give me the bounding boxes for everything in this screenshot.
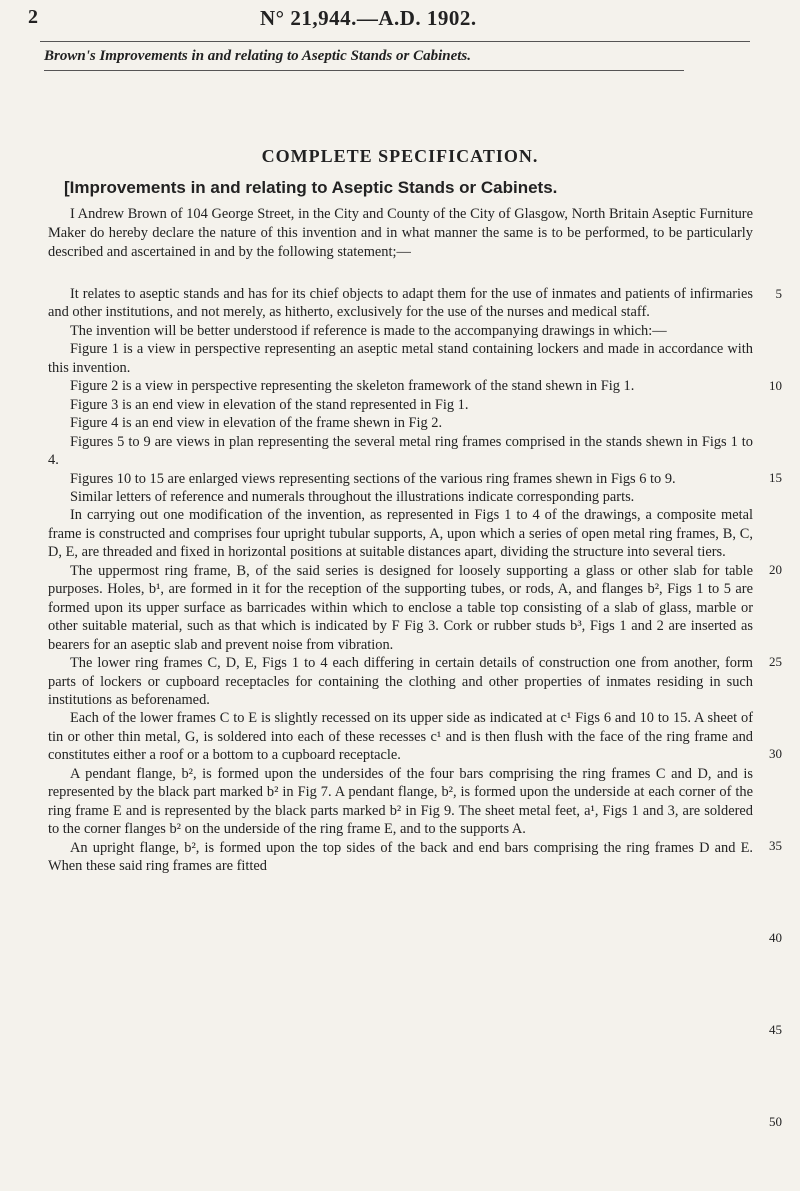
line-number: 5 xyxy=(775,286,782,301)
line-number: 30 xyxy=(769,746,782,761)
header-rule xyxy=(40,41,750,42)
line-number: 35 xyxy=(769,838,782,853)
line-number: 25 xyxy=(769,654,782,669)
paragraph: An upright flange, b², is formed upon the top sides of the back and end bars comprising the ring frames D and E. When these said ring frames are fitted xyxy=(48,839,753,875)
line-number: 20 xyxy=(769,562,782,577)
line-number: 40 xyxy=(769,930,782,945)
line-number: 45 xyxy=(769,1022,782,1037)
paragraph: Figure 1 is a view in perspective representing an aseptic metal stand containing lockers and made in accordance with this invention. xyxy=(48,341,753,376)
line-number: 50 xyxy=(769,1114,782,1129)
line-number: 10 xyxy=(769,378,782,393)
paragraph: Figures 10 to 15 are enlarged views representing sections of the various ring frames shewn in Figs 6 to 9. xyxy=(70,470,676,487)
paragraph: It relates to aseptic stands and has for its chief objects to adapt them for the use of inmates and patients of infirmaries and other institutions, and not merely, as hitherto, exclusively for the use of the nurses and medical staff. xyxy=(48,286,753,321)
paragraph: Figure 2 is a view in perspective representing the skeleton framework of the stand shewn in Fig 1. xyxy=(70,378,635,395)
page-number: 2 xyxy=(28,6,38,28)
paragraph: In carrying out one modification of the invention, as represented in Figs 1 to 4 of the drawings, a composite metal frame is constructed and comprises four upright tubular supports, A, upon which a series of open metal ring frames, B, C, D, E, are threaded and fixed in horizontal positions at suitable distances apart, dividing the structure into several tiers. xyxy=(48,507,753,561)
running-title: Brown's Improvements in and relating to Aseptic Stands or Cabinets. xyxy=(44,48,472,64)
patent-number: N° 21,944.—A.D. 1902. xyxy=(260,6,477,30)
paragraph: Figure 4 is an end view in elevation of the frame shewn in Fig 2. xyxy=(70,415,443,432)
intro-paragraph xyxy=(48,205,753,262)
paragraph: The lower ring frames C, D, E, Figs 1 to 4 each differing in certain details of construction one from another, form parts of lockers or cupboard receptacles for containing the clothing and other properties of inmates residing in such institutions as beforenamed. xyxy=(48,655,753,708)
paragraph: Each of the lower frames C to E is slightly recessed on its upper side as indicated at c¹ Figs 6 and 10 to 15. A sheet of tin or other thin metal, G, is soldered into each of these recesses c¹ and is then flush with the face of the ring frame and constitutes either a roof or a bottom to a cupboard receptacle. xyxy=(48,710,753,764)
paragraph: A pendant flange, b², is formed upon the undersides of the four bars comprising the ring frames C and D, and is represented by the black part marked b² in Fig 7. A pendant flange, b², is formed upon the underside at each corner of the ring frame E and is represented by the black parts marked b² in Fig 9. The sheet metal feet, a¹, Figs 1 and 3, are soldered to the corner flanges b² on the underside of the ring frame E, and to the supports A. xyxy=(48,765,753,838)
intro-text: I Andrew Brown of 104 George Street, in the City and County of the City of Glasgow, North Britain Aseptic Furniture Maker do hereby declare the nature of this invention and in what manner the same is to be performed, to be particularly described and ascertained in and by the following statement;— xyxy=(48,206,753,260)
invention-title: [Improvements in and relating to Aseptic Stands or Cabinets. xyxy=(64,178,558,197)
paragraph: Similar letters of reference and numerals throughout the illustrations indicate corresponding parts. xyxy=(70,488,635,505)
line-number: 15 xyxy=(769,470,782,485)
paragraph: The uppermost ring frame, B, of the said series is designed for loosely supporting a glass or other slab for table purposes. Holes, b¹, are formed in it for the reception of the supporting tubes, or rods, A, and flanges b², Figs 1 to 5 are formed upon its upper surface as barricades within which to enclose a table top consisting of a slab of glass, marble or other suitable material, such as that which is indicated by F Fig 3. Cork or rubber studs b³, Figs 1 and 2 are inserted as bearers for an aseptic slab and prevent noise from vibration. xyxy=(48,562,753,653)
paragraph: Figures 5 to 9 are views in plan representing the several metal ring frames comprised in the stands shewn in Figs 1 to 4. xyxy=(48,433,753,469)
title-underline xyxy=(44,70,684,71)
specification-body xyxy=(48,285,753,876)
spec-heading: COMPLETE SPECIFICATION. xyxy=(261,146,539,166)
paragraph: The invention will be better understood if reference is made to the accompanying drawings in which:— xyxy=(70,322,667,339)
paragraph: Figure 3 is an end view in elevation of the stand represented in Fig 1. xyxy=(70,396,469,413)
